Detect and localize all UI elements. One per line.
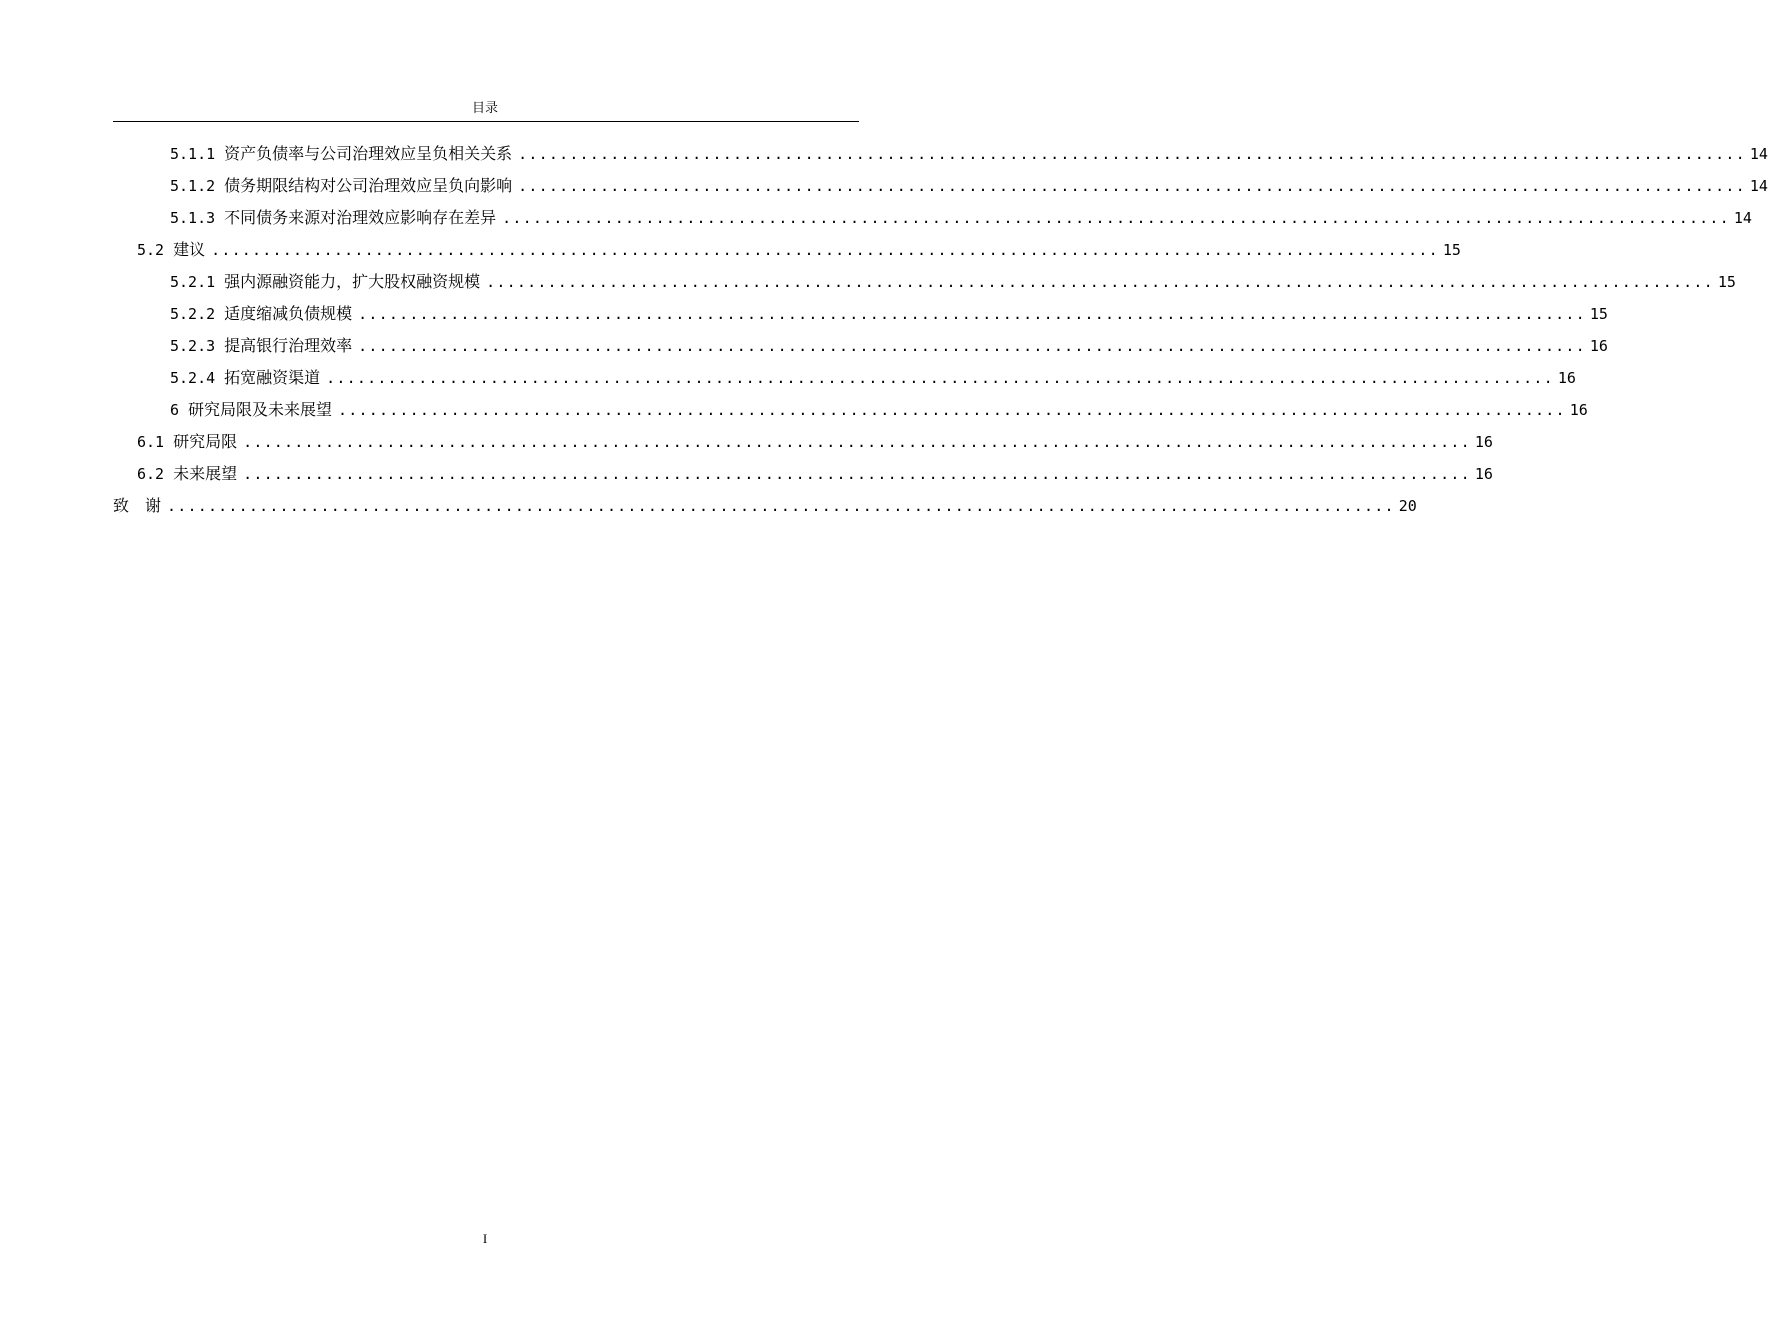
toc-entry-number: 5.1.1	[170, 145, 216, 163]
toc-entry-page: 16	[1474, 465, 1493, 483]
toc-entry-page: 15	[1442, 241, 1461, 259]
toc-dot-leader: ........................................................................................................................	[358, 305, 1586, 323]
toc-entry-number: 5.2.1	[170, 273, 216, 291]
toc-entry-label: 未来展望	[173, 464, 238, 483]
toc-entry-5-1-1[interactable]	[170, 143, 1768, 165]
toc-entry-page: 16	[1474, 433, 1493, 451]
toc-entry-acknowledgements[interactable]	[113, 495, 1417, 517]
toc-entry-label: 提高银行治理效率	[224, 336, 353, 355]
toc-entry-label: 资产负债率与公司治理效应呈负相关关系	[224, 144, 513, 163]
toc-entry-page: 14	[1749, 145, 1768, 163]
toc-entry-number: 5.2.2	[170, 305, 216, 323]
toc-dot-leader: ........................................................................................................................	[358, 337, 1586, 355]
toc-entry-number: 6.2	[137, 465, 165, 483]
toc-dot-leader: ........................................................................................................................	[243, 465, 1471, 483]
toc-entry-6[interactable]	[170, 399, 1588, 421]
toc-dot-leader: ........................................................................................................................	[518, 145, 1746, 163]
toc-entry-number: 5.2.4	[170, 369, 216, 387]
toc-entry-page: 15	[1717, 273, 1736, 291]
toc-entry-label: 研究局限及未来展望	[188, 400, 333, 419]
toc-entry-number: 6.1	[137, 433, 165, 451]
toc-dot-leader: ........................................................................................................................	[211, 241, 1439, 259]
toc-dot-leader: ........................................................................................................................	[338, 401, 1566, 419]
toc-entry-label: 不同债务来源对治理效应影响存在差异	[224, 208, 497, 227]
toc-entry-5-1-2[interactable]	[170, 175, 1768, 197]
toc-entry-page: 14	[1733, 209, 1752, 227]
toc-entry-number: 5.2	[137, 241, 165, 259]
toc-dot-leader: ........................................................................................................................	[518, 177, 1746, 195]
toc-entry-label: 强内源融资能力，扩大股权融资规模	[224, 272, 481, 291]
toc-entry-label: 拓宽融资渠道	[224, 368, 321, 387]
toc-dot-leader: ........................................................................................................................	[326, 369, 1554, 387]
toc-entry-number: 6	[170, 401, 180, 419]
toc-entry-page: 16	[1569, 401, 1588, 419]
toc-entry-number: 5.2.3	[170, 337, 216, 355]
toc-entry-label: 适度缩减负债规模	[224, 304, 353, 323]
toc-entry-page: 20	[1398, 497, 1417, 515]
toc-entry-label: 建议	[173, 240, 206, 259]
toc-entry-5-2-4[interactable]	[170, 367, 1576, 389]
toc-entry-6-1[interactable]	[137, 431, 1493, 453]
page-number: I	[482, 1231, 488, 1246]
toc-dot-leader: ........................................................................................................................	[167, 497, 1395, 515]
toc-entry-page: 16	[1557, 369, 1576, 387]
toc-entry-5-2-2[interactable]	[170, 303, 1608, 325]
toc-entry-page: 15	[1589, 305, 1608, 323]
toc-entry-label: 债务期限结构对公司治理效应呈负向影响	[224, 176, 513, 195]
header-title: 目录	[471, 101, 498, 116]
toc-entry-6-2[interactable]	[137, 463, 1493, 485]
toc-dot-leader: ........................................................................................................................	[486, 273, 1714, 291]
toc-entry-label: 致 谢	[113, 496, 162, 515]
toc-entry-5-2-3[interactable]	[170, 335, 1608, 357]
toc-entry-5-2[interactable]	[137, 239, 1461, 261]
toc-entry-number: 5.1.3	[170, 209, 216, 227]
toc-dot-leader: ........................................................................................................................	[243, 433, 1471, 451]
toc-entry-number: 5.1.2	[170, 177, 216, 195]
toc-entry-label: 研究局限	[173, 432, 238, 451]
toc-entry-5-2-1[interactable]	[170, 271, 1736, 293]
toc-entry-5-1-3[interactable]	[170, 207, 1752, 229]
toc-entry-page: 14	[1749, 177, 1768, 195]
toc-entry-page: 16	[1589, 337, 1608, 355]
toc-dot-leader: ........................................................................................................................	[502, 209, 1730, 227]
